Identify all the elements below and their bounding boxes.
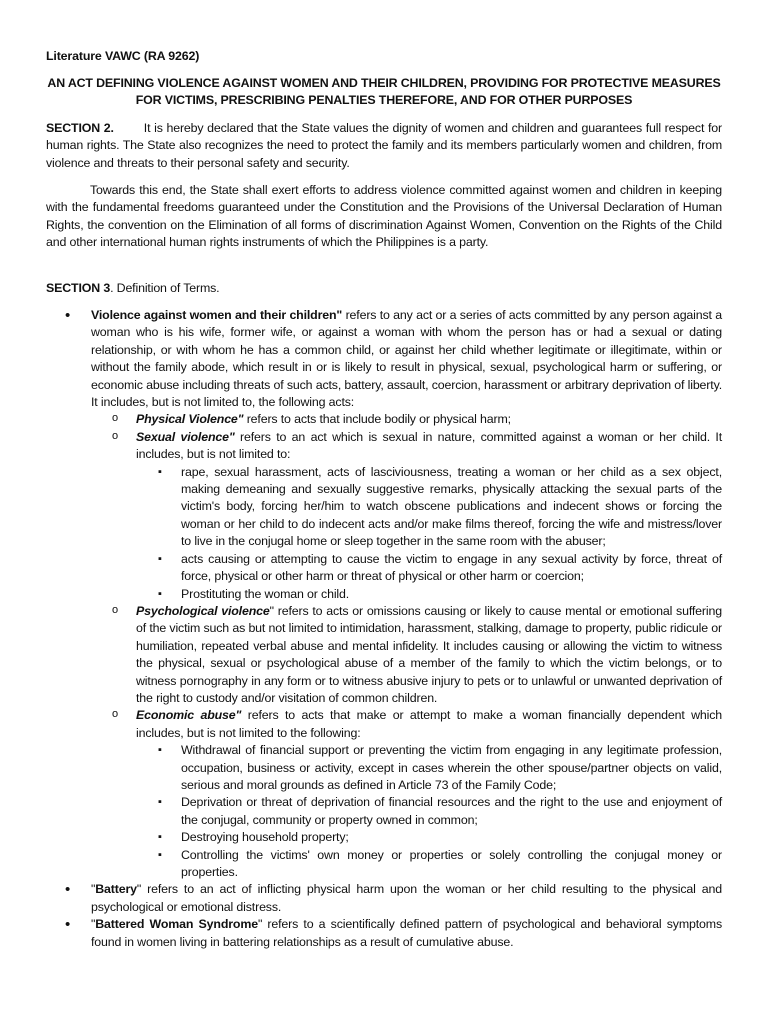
term-economic-abuse: Economic abuse" xyxy=(136,708,242,723)
economic-abuse-list xyxy=(181,742,722,881)
definition-economic-abuse xyxy=(136,707,722,881)
term-battered-woman-syndrome: Battered Woman Syndrome xyxy=(95,917,258,932)
definition-text: refers to any act or a series of acts committed by any person against a woman who is his wife, former wife, or against a woman with whom the person has or had a sexual or dating relationship, or with whom he has a common child, or against her child whether legitimate or illegitimate, within or without the family abode, which result in or is likely to result in physical, sexual, psychological harm or suffering, or economic abuse including threats of such acts, battery, assault, coercion, harassment or arbitrary deprivation of liberty. It includes, but is not limited to, the following acts: xyxy=(91,308,722,410)
section-3-heading xyxy=(46,280,219,297)
sexual-violence-list xyxy=(181,464,722,603)
list-item: ▪ Destroying household property; xyxy=(181,829,722,846)
definition-text: " refers to an act of inflicting physical harm upon the woman or her child resulting to the physical and psychological or emotional distress. xyxy=(91,882,722,914)
definition-text: refers to an act which is sexual in nature, committed against a woman or her child. It includes, but is not limited to: xyxy=(136,429,722,462)
term-psychological-violence: Psychological violence xyxy=(136,603,270,618)
term-physical-violence: Physical Violence" xyxy=(136,412,244,427)
term-vaw: Violence against women and their children" xyxy=(91,308,343,322)
definition-text: refers to acts that make or attempt to make a woman financially dependent which includes, but is not limited to the following: xyxy=(136,708,722,740)
list-item: ▪ acts causing or attempting to cause the victim to engage in any sexual activity by force, threat of force, physical or other harm or threat of physical or other harm or coercion; xyxy=(181,551,722,586)
definition-battered-woman-syndrome xyxy=(91,916,722,951)
definition-psychological-violence xyxy=(136,603,722,707)
term-battery: Battery xyxy=(95,882,137,897)
section-3-label: SECTION 3 xyxy=(46,281,111,295)
definition-battery xyxy=(91,881,722,916)
act-title: AN ACT DEFINING VIOLENCE AGAINST WOMEN AND THEIR CHILDREN, PROVIDING FOR PROTECTIVE MEASURES FOR VICTIMS, PRESCRIBING PENALTIES THEREFORE, AND FOR OTHER PURPOSES xyxy=(47,76,721,108)
open-quote: " xyxy=(91,917,96,932)
definition-vaw xyxy=(91,307,722,881)
definition-list xyxy=(91,307,722,951)
section-2-label: SECTION 2. xyxy=(46,121,114,135)
section-2-paragraph xyxy=(46,120,722,172)
definition-text: " refers to a scientifically defined pattern of psychological and behavioral symptoms found in women living in battering relationships as a result of cumulative abuse. xyxy=(91,917,723,949)
document-label: Literature VAWC (RA 9262) xyxy=(46,49,200,63)
section-3-title: . Definition of Terms. xyxy=(110,281,220,295)
definition-text: " refers to acts or omissions causing or likely to cause mental or emotional suffering of the victim such as but not limited to intimidation, harassment, stalking, damage to property, public ridicule or humiliation, repeated verbal abuse and mental infidelity. It includes causing or allowing the victim to witness the physical, sexual or psychological abuse of a member of the family to which the victim belongs, or to witness pornography in any form or to witness abusive injury to pets or to unlawful or unwanted deprivation of the right to custody and/or visitation of common children. xyxy=(136,603,722,705)
section-2-paragraph-2: Towards this end, the State shall exert efforts to address violence committed against women and children in keeping with the fundamental freedoms guaranteed under the Constitution and the Provisions of the Universal Declaration of Human Rights, the convention on the Elimination of all forms of discrimination Against Women, Convention on the Rights of the Child and other international human rights instruments of which the Philippines is a party. xyxy=(46,183,722,250)
definition-sexual-violence xyxy=(136,429,722,603)
acts-list xyxy=(136,411,722,881)
open-quote: " xyxy=(91,882,96,897)
definition-text: refers to acts that include bodily or physical harm; xyxy=(243,412,511,427)
list-item: ▪ Controlling the victims' own money or properties or solely controlling the conjugal money or properties. xyxy=(181,847,722,882)
list-item: ▪ Withdrawal of financial support or preventing the victim from engaging in any legitimate profession, occupation, business or activity, except in cases wherein the other spouse/partner objects on valid, serious and moral grounds as defined in Article 73 of the Family Code; xyxy=(181,742,722,794)
list-item: ▪ Prostituting the woman or child. xyxy=(181,586,722,603)
definition-physical-violence xyxy=(136,411,722,428)
term-sexual-violence: Sexual violence" xyxy=(136,429,235,444)
list-item: ▪ rape, sexual harassment, acts of lasciviousness, treating a woman or her child as a sex object, making demeaning and sexually suggestive remarks, physically attacking the sexual parts of the victim's body, forcing her/him to watch obscene publications and indecent shows or forcing the woman or her child to do indecent acts and/or make films thereof, forcing the wife and mistress/lover to live in the conjugal home or sleep together in the same room with the abuser; xyxy=(181,464,722,551)
section-2-text: It is hereby declared that the State values the dignity of women and children and guarantees full respect for human rights. The State also recognizes the need to protect the family and its members particularly women and children, from violence and threats to their personal safety and security. xyxy=(46,121,722,170)
list-item: ▪ Deprivation or threat of deprivation of financial resources and the right to the use and enjoyment of the conjugal, community or property owned in common; xyxy=(181,794,722,829)
